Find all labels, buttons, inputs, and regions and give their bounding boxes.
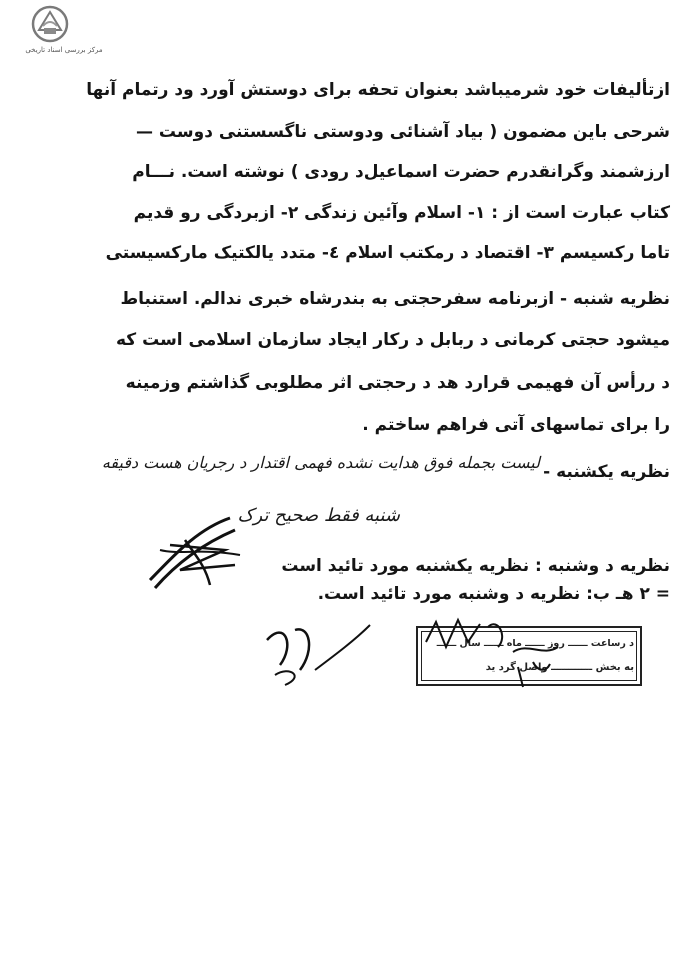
watermark-text: مرکز بررسی اسناد تاریخی <box>25 46 103 54</box>
sunday-label: نظریه یکشنبه - <box>543 462 670 482</box>
stamp-line-1: د رساعت ــــــ روز ــــــ ماه ــــــ سال ــــــ <box>436 638 634 649</box>
stamp-line-2: به بخش ــــــــــــ واصل گرد ید <box>485 662 634 673</box>
body-line-2: شرحی باین مضمون ( بیاد آشنائی ودوستی ناگسستنی دوست — <box>136 122 670 142</box>
handwritten-note-1: لیست بجمله فوق هدایت نشده فهمی اقتدار د رجریان هست دقیقه <box>101 453 540 472</box>
handwritten-initials <box>255 615 375 690</box>
body-line-9: را برای تماسهای آتی فراهم ساختم . <box>362 415 670 435</box>
archive-watermark <box>8 4 120 56</box>
handwritten-note-2: شنبه فقط صحیح ترک <box>237 505 400 526</box>
signature <box>140 510 250 595</box>
body-line-8: د ررأس آن فهیمی قرارد هد د رحجتی اثر مطلوبی گذاشتم وزمینه <box>125 373 670 393</box>
stamp-handwriting <box>418 612 568 692</box>
body-line-3: ارزشمند وگرانقدرم حضرت اسماعیل‌د رودی ) نوشته است. نـــام <box>132 162 670 182</box>
monday-line: نظریه د وشنبه : نظریه یکشنبه مورد تائید است <box>281 556 670 576</box>
body-line-7: میشود حجتی کرمانی د ربابل د رکار ایجاد سازمان اسلامی است که <box>115 330 670 350</box>
body-line-1: ازتألیفات خود شرمیباشد بعنوان تحفه برای دوستش آورد ود رتمام آنها <box>86 80 670 100</box>
final-line: = ٢ هـ ب: نظریه د وشنبه مورد تائید است. <box>317 584 670 604</box>
body-line-4: کتاب عبارت است از : ١- اسلام وآئین زندگی ٢- ازبردگی رو قدیم <box>133 203 670 223</box>
archive-center-logo-icon <box>30 4 70 44</box>
body-line-5: تاما رکسیسم ٣- اقتصاد د رمکتب اسلام ٤- متدد یالکتیک مارکسیستی <box>105 243 670 263</box>
body-line-6: نظریه شنبه - ازبرنامه سفرحجتی به بندرشاه خبری ندالم. استنباط <box>120 289 670 309</box>
